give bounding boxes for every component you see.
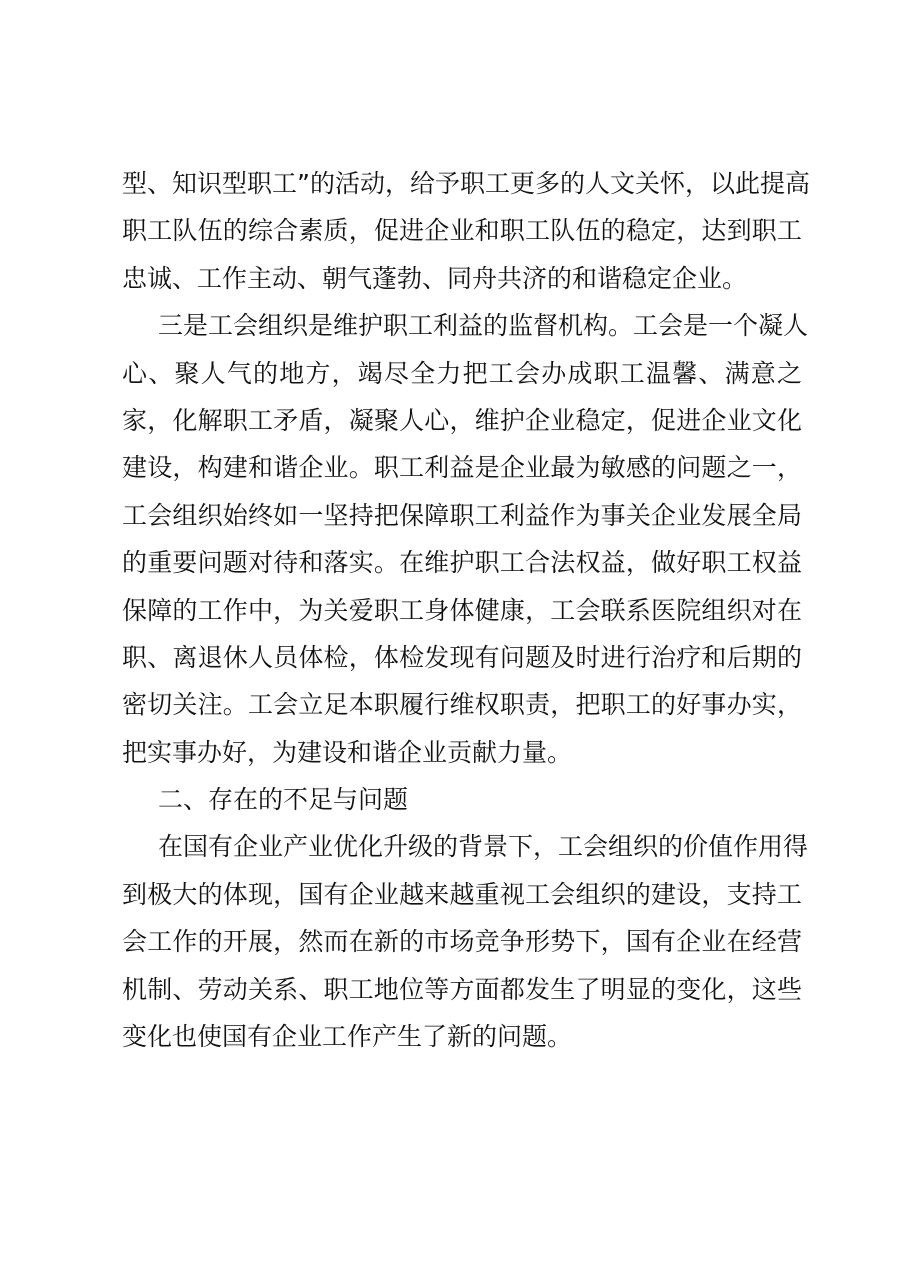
paragraph-line: 建设，构建和谐企业。职工利益是企业最为敏感的问题之一， [122, 453, 802, 483]
paragraph-line: 会工作的开展，然而在新的市场竞争形势下，国有企业在经营 [122, 927, 802, 957]
paragraph-line: 心、聚人气的地方，竭尽全力把工会办成职工温馨、满意之 [122, 358, 802, 388]
paragraph-line: 到极大的体现，国有企业越来越重视工会组织的建设，支持工 [122, 879, 802, 909]
paragraph-line: 忠诚、工作主动、朝气蓬勃、同舟共济的和谐稳定企业。 [122, 263, 748, 293]
paragraph-line: 型、知识型职工”的活动，给予职工更多的人文关怀，以此提高 [122, 169, 810, 198]
paragraph-line: 职、离退休人员体检，体检发现有问题及时进行治疗和后期的 [122, 642, 802, 672]
paragraph-line: 在国有企业产业优化升级的背景下，工会组织的价值作用得 [158, 832, 809, 862]
section-heading: 二、存在的不足与问题 [158, 785, 409, 815]
paragraph-line: 的重要问题对待和落实。在维护职工合法权益，做好职工权益 [122, 548, 802, 578]
paragraph-line: 职工队伍的综合素质，促进企业和职工队伍的稳定，达到职工 [122, 216, 802, 246]
paragraph-line: 机制、劳动关系、职工地位等方面都发生了明显的变化，这些 [122, 974, 802, 1004]
paragraph-line: 变化也使国有企业工作产生了新的问题。 [122, 1022, 573, 1052]
document-body [122, 160, 810, 1060]
paragraph-line: 三是工会组织是维护职工利益的监督机构。工会是一个凝人 [158, 311, 809, 341]
paragraph-line: 工会组织始终如一坚持把保障职工利益作为事关企业发展全局 [122, 500, 802, 530]
paragraph-line: 家，化解职工矛盾，凝聚人心，维护企业稳定，促进企业文化 [122, 405, 802, 435]
paragraph-line: 保障的工作中，为关爱职工身体健康，工会联系医院组织对在 [122, 595, 802, 625]
paragraph-line: 密切关注。工会立足本职履行维权职责，把职工的好事办实， [122, 690, 802, 720]
paragraph-line: 把实事办好，为建设和谐企业贡献力量。 [122, 737, 573, 767]
